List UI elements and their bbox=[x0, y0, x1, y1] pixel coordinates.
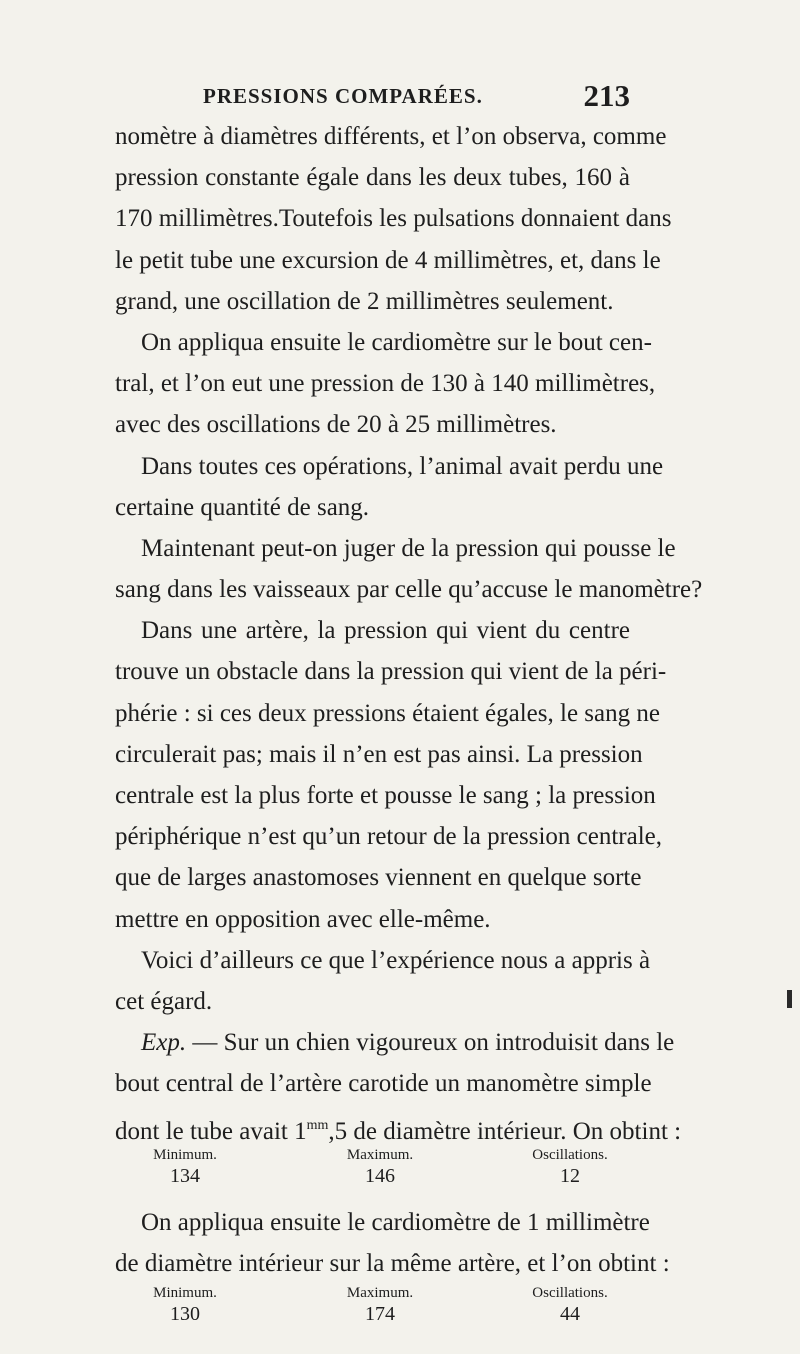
running-head bbox=[115, 78, 630, 112]
unit-superscript: mm bbox=[306, 1117, 329, 1133]
text-line: de diamètre intérieur sur la même artère, et l’on obtint : bbox=[115, 1249, 670, 1277]
experiment-label: Exp. bbox=[141, 1029, 187, 1057]
text-line: On appliqua ensuite le cardiomètre de 1 millimètre bbox=[141, 1208, 650, 1236]
measurement-table-1 bbox=[115, 1146, 630, 1202]
minimum-label: Minimum. bbox=[153, 1146, 217, 1163]
text-line: centrale est la plus forte et pousse le sang ; la pression bbox=[115, 782, 656, 809]
text-line: Maintenant peut-on juger de la pression qui pousse le bbox=[141, 534, 676, 562]
minimum-value: 130 bbox=[170, 1303, 200, 1326]
text-line: Dans toutes ces opérations, l’animal avait perdu une bbox=[141, 452, 664, 480]
text-line: grand, une oscillation de 2 millimètres seulement. bbox=[115, 287, 614, 315]
maximum-value: 174 bbox=[365, 1303, 395, 1326]
text-line: phérie : si ces deux pressions étaient égales, le sang ne bbox=[115, 699, 660, 727]
oscillations-value: 12 bbox=[560, 1164, 580, 1187]
text-fragment: — Sur un chien vigoureux on introduisit dans le bbox=[186, 1029, 675, 1057]
text-line: bout central de l’artère carotide un manomètre simple bbox=[115, 1070, 652, 1098]
text-line: nomètre à diamètres différents, et l’on observa, comme bbox=[115, 123, 667, 150]
text-line: circulerait pas; mais il n’en est pas ainsi. La pression bbox=[115, 740, 643, 768]
oscillations-column bbox=[505, 1284, 635, 1326]
oscillations-label: Oscillations. bbox=[532, 1146, 608, 1163]
text-line: mettre en opposition avec elle-même. bbox=[115, 905, 491, 933]
maximum-label: Maximum. bbox=[346, 1285, 414, 1302]
maximum-column bbox=[320, 1284, 440, 1326]
oscillations-value: 44 bbox=[560, 1303, 580, 1326]
text-line: périphérique n’est qu’un retour de la pression centrale, bbox=[115, 823, 663, 851]
text-line: trouve un obstacle dans la pression qui vient de la péri- bbox=[115, 658, 667, 686]
text-line: Voici d’ailleurs ce que l’expérience nous a appris à bbox=[141, 946, 651, 974]
text-line: cet égard. bbox=[115, 987, 213, 1015]
page-number: 213 bbox=[583, 78, 630, 113]
minimum-column bbox=[125, 1146, 245, 1188]
text-line bbox=[115, 1105, 682, 1146]
body-text bbox=[115, 116, 703, 1340]
text-line: le petit tube une excursion de 4 millimètres, et, dans le bbox=[115, 246, 661, 274]
maximum-column bbox=[320, 1146, 440, 1188]
text-line: 170 millimètres.Toutefois les pulsations donnaient dans bbox=[115, 205, 672, 233]
measurement-table-2 bbox=[115, 1284, 630, 1340]
text-line: que de larges anastomoses viennent en quelque sorte bbox=[115, 864, 642, 892]
text-fragment: ,5 de diamètre intérieur. On obtint : bbox=[328, 1117, 682, 1145]
text-fragment: dont le tube avait 1 bbox=[115, 1117, 307, 1145]
text-line: certaine quantité de sang. bbox=[115, 493, 370, 521]
minimum-column bbox=[125, 1284, 245, 1326]
maximum-label: Maximum. bbox=[346, 1146, 414, 1163]
page-edge-mark bbox=[787, 990, 792, 1008]
text-line: Dans une artère, la pression qui vient du centre bbox=[141, 617, 630, 645]
text-line: sang dans les vaisseaux par celle qu’accuse le manomètre? bbox=[115, 576, 703, 604]
running-title: PRESSIONS COMPARÉES. bbox=[203, 84, 483, 108]
text-line: pression constante égale dans les deux tubes, 160 à bbox=[115, 164, 630, 192]
oscillations-column bbox=[505, 1146, 635, 1188]
oscillations-label: Oscillations. bbox=[532, 1285, 608, 1302]
text-line: tral, et l’on eut une pression de 130 à 140 millimètres, bbox=[115, 370, 656, 398]
maximum-value: 146 bbox=[365, 1164, 395, 1187]
minimum-value: 134 bbox=[170, 1164, 200, 1187]
text-line bbox=[115, 1022, 675, 1063]
minimum-label: Minimum. bbox=[153, 1285, 217, 1302]
text-line: On appliqua ensuite le cardiomètre sur le bout cen- bbox=[141, 328, 652, 356]
text-line: avec des oscillations de 20 à 25 millimètres. bbox=[115, 411, 557, 439]
